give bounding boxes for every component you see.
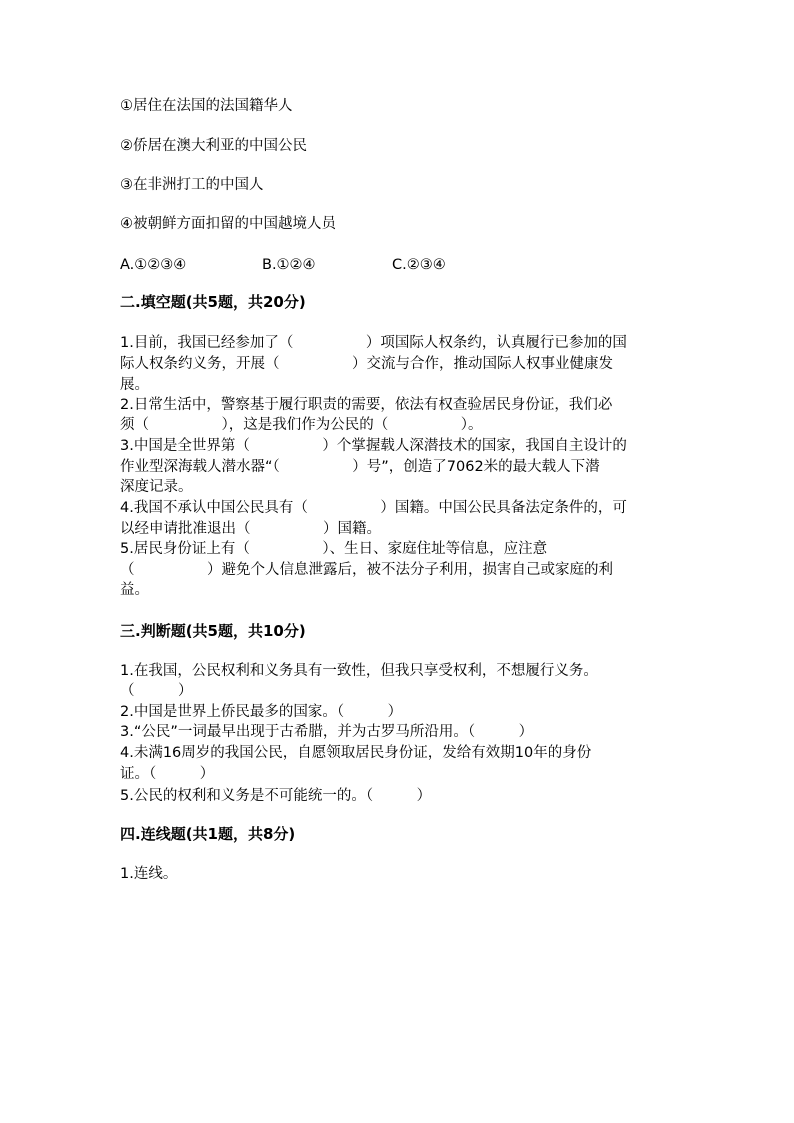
s2-q2-line1: 2.日常生活中，警察基于履行职责的需要，依法有权查验居民身份证，我们必 <box>120 397 613 413</box>
s2-q3-line2: 作业型深海载人潜水器“（ ）号”，创造了7062米的最大载人下潜 <box>120 459 600 475</box>
s3-q1-line2: （ ） <box>120 683 193 699</box>
s2-q2-line2: 须（ ），这是我们作为公民的（ ）。 <box>120 417 483 433</box>
section2-title: 二.填空题(共5题，共20分) <box>120 293 306 311</box>
s3-q5-line1: 5.公民的权利和义务是不可能统一的。（ ） <box>120 788 432 804</box>
s2-q3-line1: 3.中国是全世界第（ ）个掌握载人深潜技术的国家，我国自主设计的 <box>120 438 627 454</box>
choice-c: C.②③④ <box>392 257 446 273</box>
section3-title: 三.判断题(共5题，共10分) <box>120 622 306 640</box>
s2-q4-line2: 以经申请批准退出（ ）国籍。 <box>120 521 381 537</box>
choice-b: B.①②④ <box>262 257 316 273</box>
s2-q1-line1: 1.目前，我国已经参加了（ ）项国际人权条约，认真履行已参加的国 <box>120 335 627 351</box>
s3-q4-line2: 证。（ ） <box>120 766 215 782</box>
s3-q4-line1: 4.未满16周岁的我国公民，自愿领取居民身份证，发给有效期10年的身份 <box>120 745 592 761</box>
s3-q1-line1: 1.在我国，公民权利和义务具有一致性，但我只享受权利，不想履行义务。 <box>120 663 598 679</box>
s2-q5-line1: 5.居民身份证上有（ ）、生日、家庭住址等信息，应注意 <box>120 541 548 557</box>
option-4: ④被朝鲜方面扣留的中国越境人员 <box>120 216 336 232</box>
s4-q1: 1.连线。 <box>120 866 178 882</box>
s3-q2-line1: 2.中国是世界上侨民最多的国家。（ ） <box>120 704 403 720</box>
s2-q4-line1: 4.我国不承认中国公民具有（ ）国籍。中国公民具备法定条件的，可 <box>120 500 627 516</box>
option-2: ②侨居在澳大利亚的中国公民 <box>120 138 307 154</box>
s2-q1-line3: 展。 <box>120 377 149 393</box>
section4-title: 四.连线题(共1题，共8分) <box>120 825 296 843</box>
option-1: ①居住在法国的法国籍华人 <box>120 98 293 114</box>
s3-q3-line1: 3.“公民”一词最早出现于古希腊，并为古罗马所沿用。（ ） <box>120 724 534 740</box>
s2-q3-line3: 深度记录。 <box>120 479 193 495</box>
option-3: ③在非洲打工的中国人 <box>120 177 264 193</box>
choice-a: A.①②③④ <box>120 257 187 273</box>
s2-q1-line2: 际人权条约义务，开展（ ）交流与合作，推动国际人权事业健康发 <box>120 356 613 372</box>
s2-q5-line2: （ ）避免个人信息泄露后，被不法分子利用，损害自己或家庭的利 <box>120 562 613 578</box>
s2-q5-line3: 益。 <box>120 582 149 598</box>
